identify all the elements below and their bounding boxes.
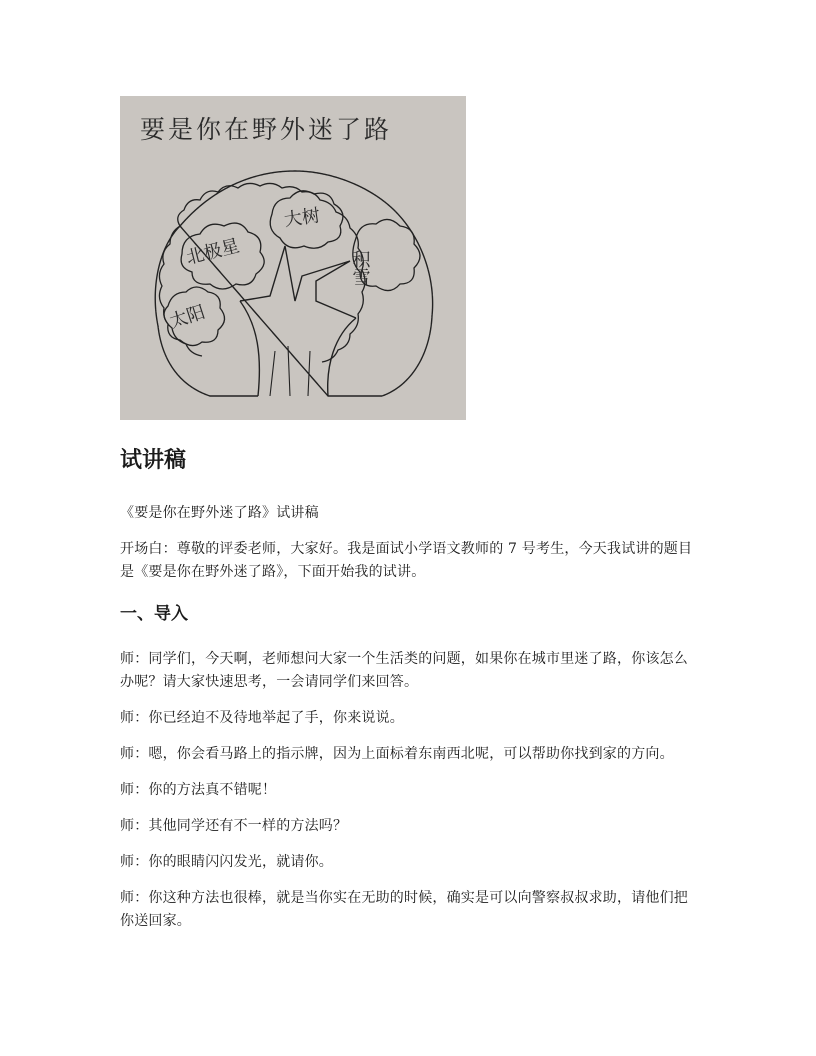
dialogue-paragraph: 师：你已经迫不及待地举起了手，你来说说。 <box>120 710 404 726</box>
tree-drawing <box>120 96 466 420</box>
dialogue-paragraph: 师：同学们，今天啊，老师想问大家一个生活类的问题，如果你在城市里迷了路，你该怎么办呢？请大家快速思考，一会请同学们来回答。 <box>120 651 688 690</box>
illustration-title: 要是你在野外迷了路 <box>140 115 393 144</box>
dialogue-paragraph: 师：你的方法真不错呢！ <box>120 782 277 798</box>
dialogue-paragraph: 师：你这种方法也很棒，就是当你实在无助的时候，确实是可以向警察叔叔求助，请他们把你送回家。 <box>120 890 688 929</box>
opening-paragraph: 开场白：尊敬的评委老师，大家好。我是面试小学语文教师的 7 号考生，今天我试讲的题目是《要是你在野外迷了路》，下面开始我的试讲。 <box>120 541 693 580</box>
section-heading-intro: 一、导入 <box>120 604 188 624</box>
document-subtitle: 《要是你在野外迷了路》试讲稿 <box>120 505 319 521</box>
dialogue-paragraph: 师：你的眼睛闪闪发光，就请你。 <box>120 854 333 870</box>
label-sun: 太阳 <box>167 301 208 333</box>
label-north-star: 北极星 <box>184 235 242 269</box>
dialogue-paragraph: 师：嗯，你会看马路上的指示牌，因为上面标着东南西北呢，可以帮助你找到家的方向。 <box>120 746 674 762</box>
label-snow: 积雪 <box>349 250 371 286</box>
label-tree: 大树 <box>282 205 322 231</box>
blackboard-illustration <box>120 96 466 420</box>
dialogue-paragraph: 师：其他同学还有不一样的方法吗？ <box>120 818 348 834</box>
document-page <box>120 96 700 946</box>
document-heading: 试讲稿 <box>120 448 187 473</box>
